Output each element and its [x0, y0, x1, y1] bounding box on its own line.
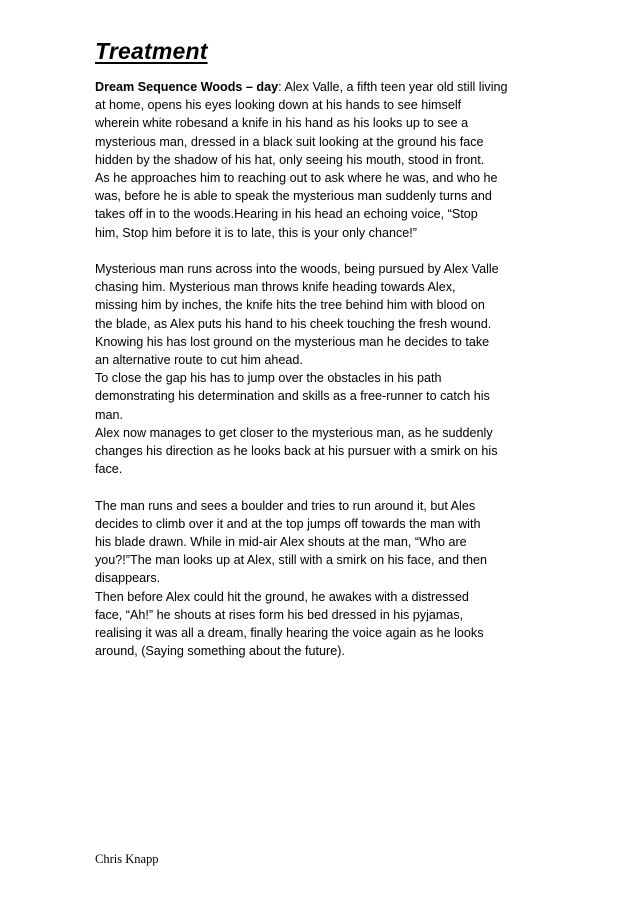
- text-line: at home, opens his eyes looking down at his hands to see himself: [95, 98, 462, 113]
- text-line: As he approaches him to reaching out to ask where he was, and who he: [95, 171, 498, 186]
- scene-heading-colon: :: [278, 80, 282, 94]
- text-line-1: [95, 78, 555, 96]
- text-line: To close the gap his has to jump over the obstacles in his path: [95, 371, 442, 386]
- text-line: Alex now manages to get closer to the mysterious man, as he suddenly: [95, 425, 493, 440]
- text-line: chasing him. Mysterious man throws knife heading towards Alex,: [95, 280, 456, 295]
- page-title: Treatment: [95, 38, 208, 64]
- text-line: his blade drawn. While in mid-air Alex shouts at the man, “Who are: [95, 535, 467, 550]
- scene-heading: Dream Sequence Woods – day: [95, 80, 279, 94]
- text-line: missing him by inches, the knife hits the tree behind him with blood on: [95, 298, 485, 313]
- text-line: him, Stop him before it is to late, this is your only chance!”: [95, 225, 417, 240]
- text-line: you?!”The man looks up at Alex, still with a smirk on his face, and then: [95, 553, 487, 568]
- text-line: disappears.: [95, 571, 161, 586]
- text-line: Mysterious man runs across into the woods, being pursued by Alex Valle: [95, 262, 499, 277]
- text-line: changes his direction as he looks back at his pursuer with a smirk on his: [95, 444, 498, 459]
- text-line: mysterious man, dressed in a black suit looking at the ground his face: [95, 134, 484, 149]
- text-line: was, before he is able to speak the mysterious man suddenly turns and: [95, 189, 492, 204]
- text-line: realising it was all a dream, finally hearing the voice again as he looks: [95, 626, 484, 641]
- text-line: decides to climb over it and at the top jumps off towards the man with: [95, 516, 481, 531]
- text-line: face.: [95, 462, 123, 477]
- paragraph-gap: [95, 478, 555, 496]
- text-line: the blade, as Alex puts his hand to his cheek touching the fresh wound.: [95, 316, 492, 331]
- text-line: man.: [95, 407, 123, 422]
- text-line: demonstrating his determination and skills as a free-runner to catch his: [95, 389, 490, 404]
- text-line: takes off in to the woods.Hearing in his head an echoing voice, “Stop: [95, 207, 478, 222]
- text-line: hidden by the shadow of his hat, only seeing his mouth, stood in front.: [95, 152, 485, 167]
- footer-author: Chris Knapp: [95, 852, 159, 866]
- text-line: an alternative route to cut him ahead.: [95, 353, 303, 368]
- text-line: face, “Ah!” he shouts at rises form his bed dressed in his pyjamas,: [95, 607, 464, 622]
- treatment-body: [95, 78, 555, 660]
- text-line: Knowing his has lost ground on the mysterious man he decides to take: [95, 334, 490, 349]
- text-line-1-content: Alex Valle, a fifth teen year old still living: [281, 80, 508, 94]
- paragraph-gap: [95, 242, 555, 260]
- text-line: wherein white robesand a knife in his hand as his looks up to see a: [95, 116, 469, 131]
- text-line: Then before Alex could hit the ground, he awakes with a distressed: [95, 589, 469, 604]
- text-line: around, (Saying something about the future).: [95, 644, 345, 659]
- text-line: The man runs and sees a boulder and tries to run around it, but Ales: [95, 498, 476, 513]
